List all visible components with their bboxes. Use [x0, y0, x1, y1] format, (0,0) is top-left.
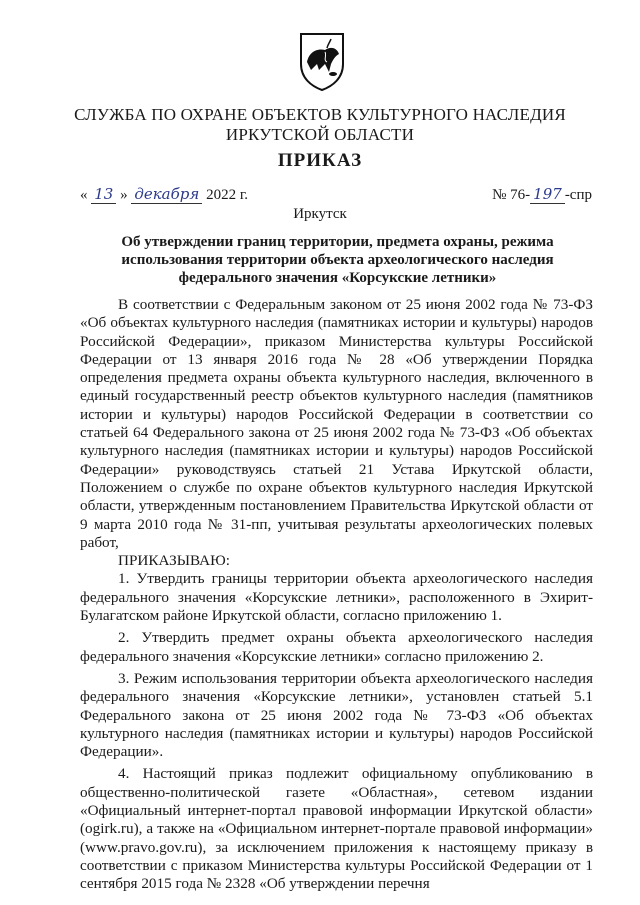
document-type-title: ПРИКАЗ [277, 150, 363, 171]
number-handwritten: 197 [530, 185, 565, 204]
order-date [80, 185, 248, 204]
order-heading: Об утверждении границ территории, предмета охраны, режима использования территории объекта археологического наследия федерального значения «Корсукские летники» [121, 234, 554, 286]
date-day-handwritten: 13 [91, 185, 116, 204]
command-word: ПРИКАЗЫВАЮ: [118, 552, 230, 570]
order-number [492, 185, 592, 204]
number-prefix: № 76- [492, 187, 531, 203]
agency-line-2: ИРКУТСКОЙ ОБЛАСТИ [225, 125, 415, 144]
item-2-paragraph: 2. Утвердить предмет охраны объекта археологического наследия федерального значения «Корсукские летники» согласно приложению 2. [80, 629, 593, 665]
date-close-quote: » [120, 187, 128, 203]
order-city: Иркутск [293, 206, 347, 222]
coat-of-arms-icon [297, 30, 347, 92]
number-suffix: -спр [564, 187, 592, 203]
order-body [80, 296, 593, 894]
date-month-handwritten: декабря [131, 185, 202, 204]
agency-name [60, 105, 580, 145]
preamble-paragraph: В соответствии с Федеральным законом от 25 июня 2002 года № 73-ФЗ «Об объектах культурного наследия (памятниках истории и культуры) народов Российской Федерации», приказом Министерства культуры Российской Федерации от 13 января 2016 года № 28 «Об утверждении Порядка определения предмета охраны объекта культурного наследия, включенного в единый государственный реестр объектов культурного наследия (памятников истории и культуры) народов Российской Федерации в соответствии со статьей 64 Федерального закона от 25 июня 2002 года № 73-ФЗ «Об объектах культурного наследия (памятниках истории и культуры) народов Российской Федерации» руководствуясь статьей 21 Устава Иркутской области, Положением о службе по охране объектов культурного наследия Иркутской области, утвержденным постановлением Правительства Иркутской области от 9 марта 2010 года № 31-пп, учитывая результаты археологических полевых работ, [80, 296, 593, 551]
date-open-quote: « [80, 187, 88, 203]
date-year: 2022 г. [206, 187, 249, 203]
item-3-paragraph: 3. Режим использования территории объекта археологического наследия федерального значения «Корсукские летники», установлен статьей 5.1 Федерального закона от 25 июня 2002 года № 73-ФЗ «Об объектах культурного наследия (памятниках истории и культуры) народов Российской Федерации». [80, 669, 593, 761]
item-4-paragraph: 4. Настоящий приказ подлежит официальному опубликованию в общественно-политической газете «Областная», сетевом издании «Официальный интернет-портал правовой информации Иркутской области» (ogirk.ru), а также на «Официальном интернет-портале правовой информации» (www.pravo.gov.ru), за исключением приложения к настоящему приказу в соответствии с приказом Министерства культуры Российской Федерации от 1 сентября 2015 года № 2328 «Об утверждении перечня [80, 765, 593, 893]
agency-line-1: СЛУЖБА ПО ОХРАНЕ ОБЪЕКТОВ КУЛЬТУРНОГО НАСЛЕДИЯ [74, 105, 566, 124]
item-1-paragraph: 1. Утвердить границы территории объекта археологического наследия федерального значения «Корсукские летники», расположенного в Эхирит-Булагатском районе Иркутской области, согласно приложению 1. [80, 570, 593, 625]
